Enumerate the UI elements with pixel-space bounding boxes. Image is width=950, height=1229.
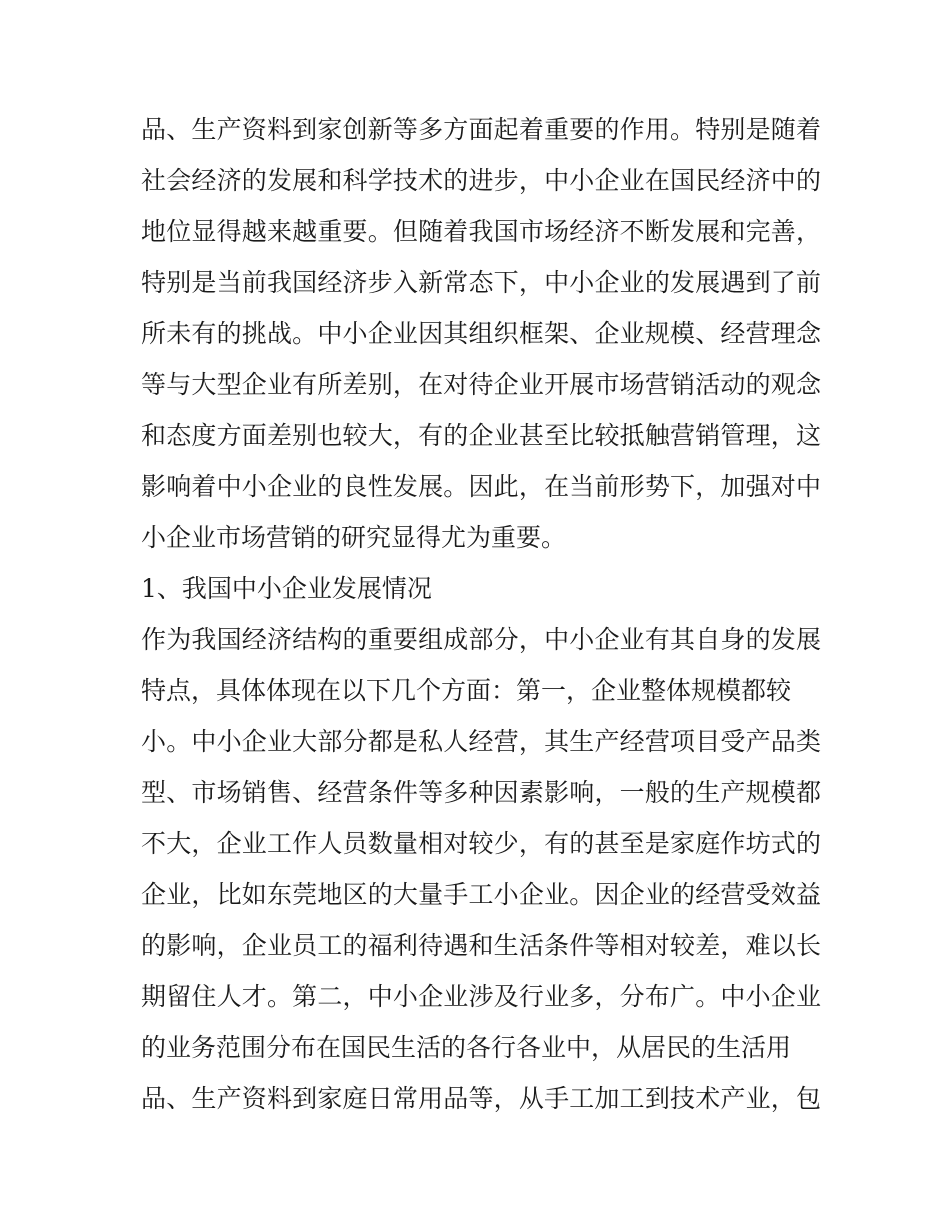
text-line: 和态度方面差别也较大，有的企业甚至比较抵触营销管理，这	[141, 421, 821, 450]
text-line: 品、生产资料到家庭日常用品等，从手工加工到技术产业，包	[141, 1084, 821, 1113]
text-line: 型、市场销售、经营条件等多种因素影响，一般的生产规模都	[141, 778, 821, 807]
text-line: 的业务范围分布在国民生活的各行各业中，从居民的生活用	[141, 1033, 792, 1062]
text-line: 特点，具体体现在以下几个方面：第一，企业整体规模都较	[141, 676, 792, 705]
text-line: 小。中小企业大部分都是私人经营，其生产经营项目受产品类	[141, 727, 821, 756]
text-line: 品、生产资料到家创新等多方面起着重要的作用。特别是随着	[141, 115, 821, 144]
text-line: 特别是当前我国经济步入新常态下，中小企业的发展遇到了前	[141, 268, 821, 297]
text-line: 作为我国经济结构的重要组成部分，中小企业有其自身的发展	[141, 625, 821, 654]
text-line: 影响着中小企业的良性发展。因此，在当前形势下，加强对中	[141, 472, 821, 501]
text-line: 不大，企业工作人员数量相对较少，有的甚至是家庭作坊式的	[141, 829, 821, 858]
text-line: 所未有的挑战。中小企业因其组织框架、企业规模、经营理念	[141, 319, 821, 348]
text-line: 地位显得越来越重要。但随着我国市场经济不断发展和完善，	[141, 217, 821, 246]
text-line: 企业，比如东莞地区的大量手工小企业。因企业的经营受效益	[141, 880, 821, 909]
text-line: 的影响，企业员工的福利待遇和生活条件等相对较差，难以长	[141, 931, 821, 960]
text-line: 小企业市场营销的研究显得尤为重要。	[141, 523, 567, 552]
text-line: 等与大型企业有所差别，在对待企业开展市场营销活动的观念	[141, 370, 821, 399]
text-line: 期留住人才。第二，中小企业涉及行业多，分布广。中小企业	[141, 982, 821, 1011]
text-line: 社会经济的发展和科学技术的进步，中小企业在国民经济中的	[141, 166, 821, 195]
section-heading: 1、我国中小企业发展情况	[141, 574, 432, 603]
